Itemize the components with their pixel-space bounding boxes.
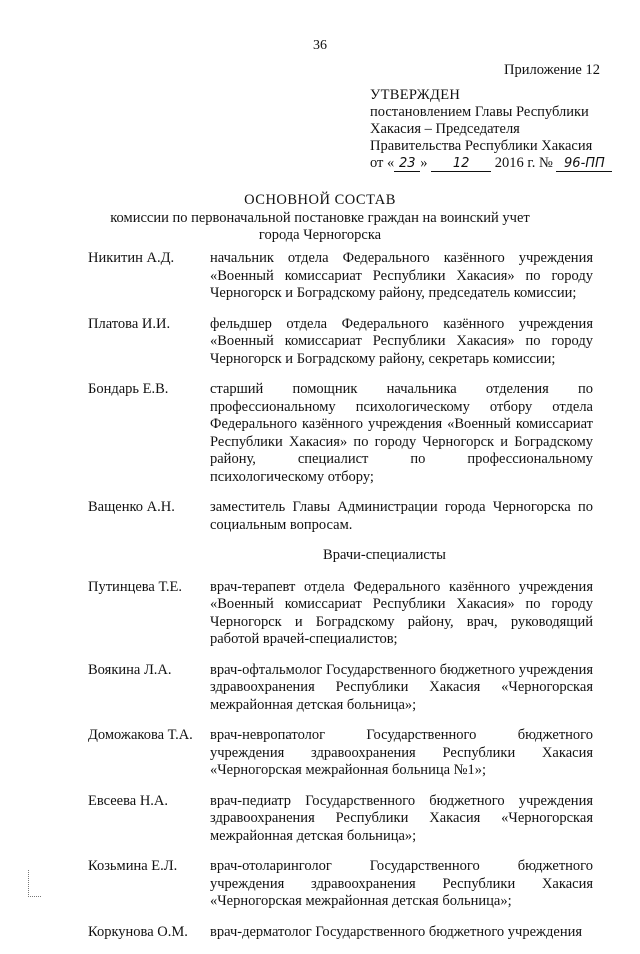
member-role: фельдшер отдела Федерального казённого учреждения «Военный комиссариат Республики Хакасия» по городу Черногорск и Боградскому району, секретарь комиссии; xyxy=(210,315,593,367)
list-item xyxy=(88,727,593,780)
doctor-name: Доможакова Т.А. xyxy=(88,727,193,743)
title-line-1: комиссии по первоначальной постановке граждан на воинский учет xyxy=(110,210,530,226)
handwritten-number: 96-ПП xyxy=(556,157,612,172)
member-name: Бондарь Е.В. xyxy=(88,381,169,397)
date-year: 2016 г. № xyxy=(494,155,553,171)
doctor-role: врач-невропатолог Государственного бюджетного учреждения здравоохранения Республики Хакасия «Черногорская межрайонная больница №1»; xyxy=(210,727,593,778)
member-name: Никитин А.Д. xyxy=(88,250,175,266)
doctor-name: Евсеева Н.А. xyxy=(88,792,169,809)
doctor-name: Воякина Л.А. xyxy=(88,661,172,678)
list-item xyxy=(88,499,593,534)
title-heading: ОСНОВНОЙ СОСТАВ xyxy=(244,192,396,208)
member-name: Ващенко А.Н. xyxy=(88,499,175,515)
doctor-role: врач-офтальмолог Государственного бюджетного учреждения здравоохранения Республики Хакасия «Черногорская межрайонная детская больница»; xyxy=(210,661,593,713)
handwritten-month: 12 xyxy=(431,157,491,172)
doctor-role: врач-отоларинголог Государственного бюджетного учреждения здравоохранения Республики Хакасия «Черногорская межрайонная детская больница»; xyxy=(210,858,593,909)
margin-mark xyxy=(28,870,41,897)
approval-line-3: Правительства Республики Хакасия xyxy=(370,138,593,154)
appendix-label: Приложение 12 xyxy=(504,62,600,78)
list-item xyxy=(88,381,593,486)
list-item xyxy=(88,579,593,649)
handwritten-day: 23 xyxy=(394,157,420,172)
doctor-name: Коркунова О.М. xyxy=(88,923,188,940)
page-number: 36 xyxy=(313,38,327,53)
list-item xyxy=(88,793,593,846)
approval-block xyxy=(370,62,630,172)
doctor-name: Путинцева Т.Е. xyxy=(88,578,183,595)
member-role: заместитель Главы Администрации города Черногорска по социальным вопросам. xyxy=(210,499,593,533)
member-role: старший помощник начальника отделения по профессиональному психологическому отбору отдела Федерального казённого учреждения «Военный комиссариат Республики Хакасия» по городу Черногорск и Боградскому району, специалист по профессиональному психологическому отбору; xyxy=(210,381,593,485)
list-item xyxy=(88,250,593,303)
list-item xyxy=(88,924,593,942)
approval-date-line xyxy=(370,155,630,172)
doctor-role: врач-терапевт отдела Федерального казённого учреждения «Военный комиссариат Республики Хакасия» по городу Черногорск и Боградскому району, врач, руководящий работой врачей-специалистов; xyxy=(210,578,593,647)
date-mid: » xyxy=(420,155,428,171)
date-prefix: от « xyxy=(370,155,395,171)
member-list xyxy=(88,250,593,954)
approved-label: УТВЕРЖДЕН xyxy=(370,87,461,103)
section-label: Врачи-специалисты xyxy=(323,547,446,563)
member-role: начальник отдела Федерального казённого учреждения «Военный комиссариат Республики Хакасия» по городу Черногорск и Боградскому району, председатель комиссии; xyxy=(210,250,593,301)
document-title xyxy=(0,192,640,244)
approval-line-2: Хакасия – Председателя xyxy=(370,121,520,137)
doctor-name: Козьмина Е.Л. xyxy=(88,858,178,874)
list-item xyxy=(88,858,593,911)
list-item xyxy=(88,316,593,369)
approval-line-1: постановлением Главы Республики xyxy=(370,104,589,120)
doctor-role: врач-педиатр Государственного бюджетного учреждения здравоохранения Республики Хакасия «Черногорская межрайонная детская больница»; xyxy=(210,792,593,844)
member-name: Платова И.И. xyxy=(88,315,171,332)
doctor-role: врач-дерматолог Государственного бюджетного учреждения xyxy=(210,923,583,940)
title-line-2: города Черногорска xyxy=(258,227,382,243)
list-item xyxy=(88,662,593,715)
